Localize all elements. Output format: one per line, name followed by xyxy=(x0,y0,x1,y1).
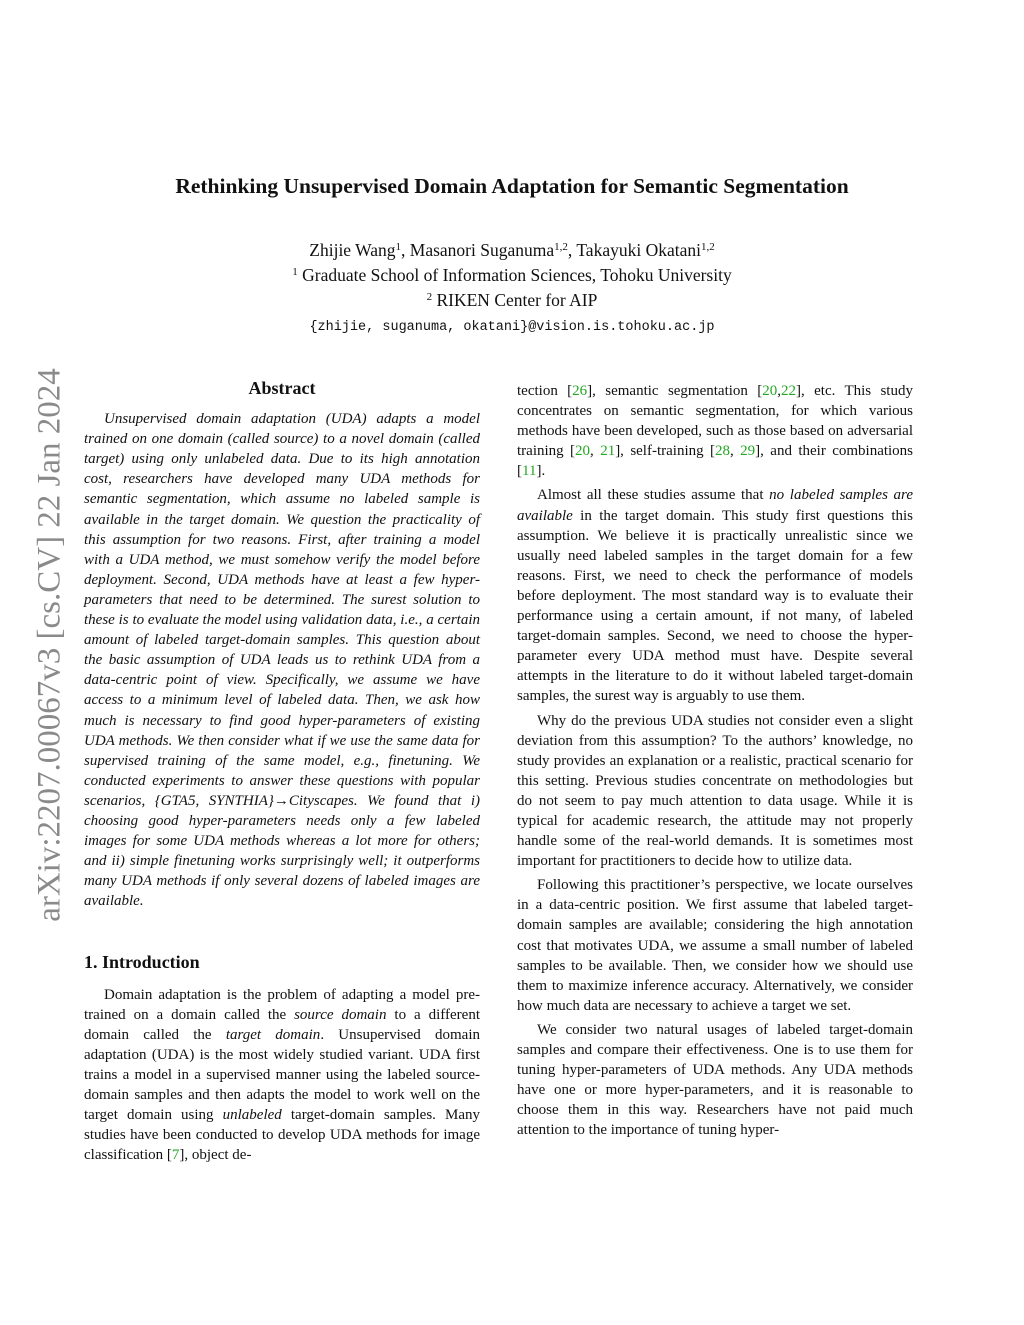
affiliation-name: RIKEN Center for AIP xyxy=(436,290,598,310)
author-affiliation-mark: 1 xyxy=(395,241,402,253)
introduction-heading: 1. Introduction xyxy=(84,952,200,973)
intro-paragraph-1: Domain adaptation is the problem of adapting a model pre-trained on a domain called the source domain to a different domain called the target domain. Unsupervised domain adaptation (UDA) is the most widely studied variant. UDA first trains a model in a supervised manner using the labeled source-domain samples and then adapts the model to work well on the target domain using unlabeled target-domain samples. Many studies have been conducted to develop UDA methods for image classification [7], object de- xyxy=(84,986,481,1164)
author-block xyxy=(0,238,1024,340)
intro-paragraph-2: Almost all these studies assume that no labeled samples are available in the target domain. This study first questions this assumption. We believe it is practically unrealistic since we usually need labeled samples in the target domain for a few reasons. First, we need to check the performance of models before deployment. The most standard way is to evaluate their performance using a certain amount, if not many, of labeled target-domain samples. Second, we need to choose the hyper-parameter every UDA method must have. Despite several attempts in the literature to do it without labeled target-domain samples, the surest way is arguably to use them. xyxy=(517,487,913,705)
intro-paragraph-4: Following this practitioner’s perspective, we locate ourselves in a data-centric position. We first assume that labeled target-domain samples are available; considering the high annotation cost that motivates UDA, we assume a small number of labeled samples to be available. Then, we consider how we should use them to maximize inference accuracy. Alternatively, we consider how much data are necessary to achieve a target we set. xyxy=(517,877,913,1014)
abstract-heading: Abstract xyxy=(248,378,316,398)
citation-link[interactable]: 7 xyxy=(171,1147,180,1164)
citation-link[interactable]: 26 xyxy=(572,383,588,399)
right-column xyxy=(517,381,913,1144)
affiliation-mark: 1 xyxy=(292,266,298,278)
author-affiliation-mark: 1,2 xyxy=(554,241,568,253)
affiliation-mark: 2 xyxy=(426,291,433,303)
affiliation-line xyxy=(0,288,1024,313)
citation-link[interactable]: 21 xyxy=(600,443,616,460)
intro-paragraph-5: We consider two natural usages of labeled target-domain samples and compare their effectiveness. One is to use them for tuning hyper-parameters of UDA methods. Any UDA methods have one or more hyper-parameters, and it is reasonable to choose them in this way. Researchers have not paid much attention to the importance of tuning hyper- xyxy=(517,1021,913,1139)
author-list: Zhijie Wang$^1$, Masanori Suganuma$^{1,2}$, Takayuki Okatani$^{1,2}$ xyxy=(309,240,715,260)
left-column xyxy=(84,378,480,1169)
intro-paragraph-3: Why do the previous UDA studies not consider even a slight deviation from this assumption? To the authors’ knowledge, no study provides an explanation or a realistic, practical scenario for this setting. Previous studies concentrate on methodologies but do not seem to pay much attention to data usage. While it is typical for academic research, the attitude may not properly handle some of the real-world demands. It is sometimes most important for practitioners to decide how to utilize data. xyxy=(517,712,913,870)
citation-link[interactable]: 20 xyxy=(762,383,778,399)
citation-link[interactable]: 11 xyxy=(522,463,537,480)
abstract-text: Unsupervised domain adaptation (UDA) adapts a model trained on one domain (called source) to a novel domain (called target) using only unlabeled data. Due to its high annotation cost, researchers have developed many UDA methods for semantic segmentation, which assume no labeled sample is available in the target domain. We question the practicality of this assumption for two reasons. First, after training a model with a UDA method, we must somehow verify the model before deployment. Second, UDA methods have at least a few hyper-parameters that need to be determined. The surest solution to these is to evaluate the model using validation data, i.e., a certain amount of labeled target-domain samples. This question about the basic assumption of UDA leads us to rethink UDA from a data-centric point of view. Specifically, we assume we have access to a minimum level of labeled data. Then, we ask how much is necessary to find good hyper-parameters of existing UDA methods. We then consider what if we use the same data for supervised training of the same model, e.g., finetuning. We conducted experiments to answer these questions with popular scenarios, {GTA5, SYNTHIA}→Cityscapes. We found that i) choosing good hyper-parameters needs only a few labeled images for some UDA methods whereas a lot more for others; and ii) simple finetuning works surprisingly well; it outperforms many UDA methods if only several dozens of labeled images are available. xyxy=(84,411,480,910)
citation-link[interactable]: 29 xyxy=(740,443,756,460)
citation-link[interactable]: 22 xyxy=(781,383,797,399)
affiliation-name: Graduate School of Information Sciences, Tohoku University xyxy=(302,265,732,285)
affiliation-line xyxy=(0,263,1024,288)
paper-title: Rethinking Unsupervised Domain Adaptation for Semantic Segmentation xyxy=(175,174,849,198)
author-name: Masanori Suganuma xyxy=(409,240,555,260)
author-name: Takayuki Okatani xyxy=(576,240,701,260)
author-affiliation-mark: 1,2 xyxy=(700,241,715,253)
author-name: Zhijie Wang xyxy=(309,240,396,260)
citation-link[interactable]: 20 xyxy=(575,443,591,460)
citation-link[interactable]: 28 xyxy=(715,443,731,460)
author-email: {zhijie, suganuma, okatani}@vision.is.tohoku.ac.jp xyxy=(309,320,715,335)
arxiv-identifier-stamp: arXiv:2207.00067v3 [cs.CV] 22 Jan 2024 xyxy=(31,368,68,922)
intro-paragraph-1-continued: tection [26], semantic segmentation [20,22], etc. This study concentrates on semantic segmentation, for which various methods have been developed, such as those based on adversarial training [20, 21], self-training [28, 29], and their combinations [11]. xyxy=(517,383,914,480)
